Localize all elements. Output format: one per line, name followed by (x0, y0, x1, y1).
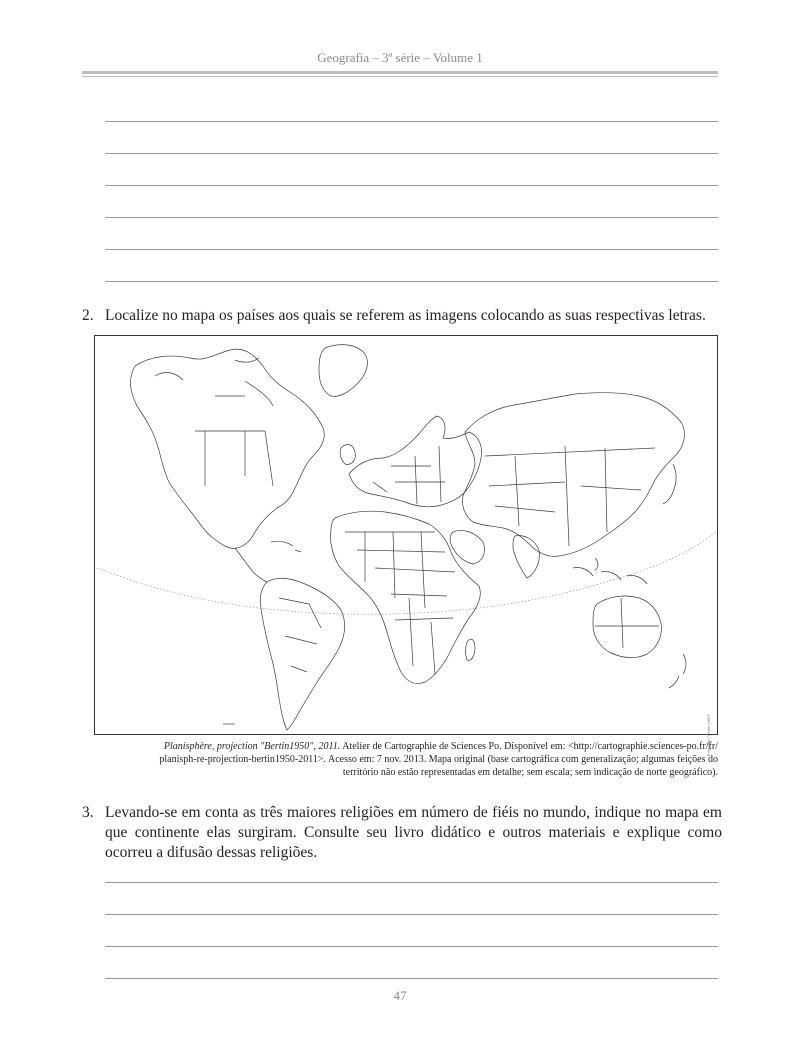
question-text: Localize no mapa os países aos quais se referem as imagens colocando as suas respectivas letras. (105, 307, 706, 324)
question-number: 2. (82, 307, 94, 324)
asia-outline (462, 393, 684, 557)
answer-line (105, 153, 718, 154)
question-text: Levando-se em conta as três maiores religiões em número de fiéis no mundo, indique no mapa em que continente elas surgiram. Consulte seu livro didático e outros materiais e explique como ocorreu a difusão dessas religiões. (105, 804, 722, 861)
running-head: Geografia – 3ª série – Volume 1 (317, 50, 483, 65)
answer-line (105, 185, 718, 186)
greenland-outline (319, 345, 367, 397)
page-number: 47 (393, 988, 407, 1003)
equator-line (97, 531, 717, 614)
caption-line-1 (94, 740, 718, 753)
world-map-outline (95, 336, 717, 734)
caption-source: Atelier de Cartographie de Sciences Po. Disponível em: <http://cartographie.sciences-po.fr/fr/ (340, 741, 718, 752)
australia-outline (593, 596, 661, 658)
north-america-outline (131, 349, 325, 548)
south-america-outline (260, 578, 344, 730)
answer-line (105, 217, 718, 218)
answer-line (105, 281, 718, 282)
answer-line (105, 249, 718, 250)
header-rule (82, 71, 718, 74)
answer-line (105, 946, 718, 947)
answer-line (105, 882, 718, 883)
header-rule-thin (82, 76, 718, 77)
answer-line (105, 121, 718, 122)
question-3 (82, 803, 722, 863)
caption-line-2: planisph-re-projection-bertin1950-2011>. Acesso em: 7 nov. 2013. Mapa original (base cartográfica com generalização; algumas feições do (159, 754, 718, 765)
caption-title: Planisphère, projection "Bertin1950", 2011. (163, 741, 341, 752)
answer-line (105, 978, 718, 979)
africa-outline (330, 511, 480, 683)
map-caption (94, 740, 718, 779)
answer-line (105, 914, 718, 915)
question-2 (82, 306, 722, 326)
map-credit: Projection "Bertin 1950" (706, 714, 711, 757)
question-number: 3. (82, 804, 94, 821)
caption-line-3: território não estão representadas em detalhe; sem escala; sem indicação de norte geográfico). (342, 767, 718, 778)
